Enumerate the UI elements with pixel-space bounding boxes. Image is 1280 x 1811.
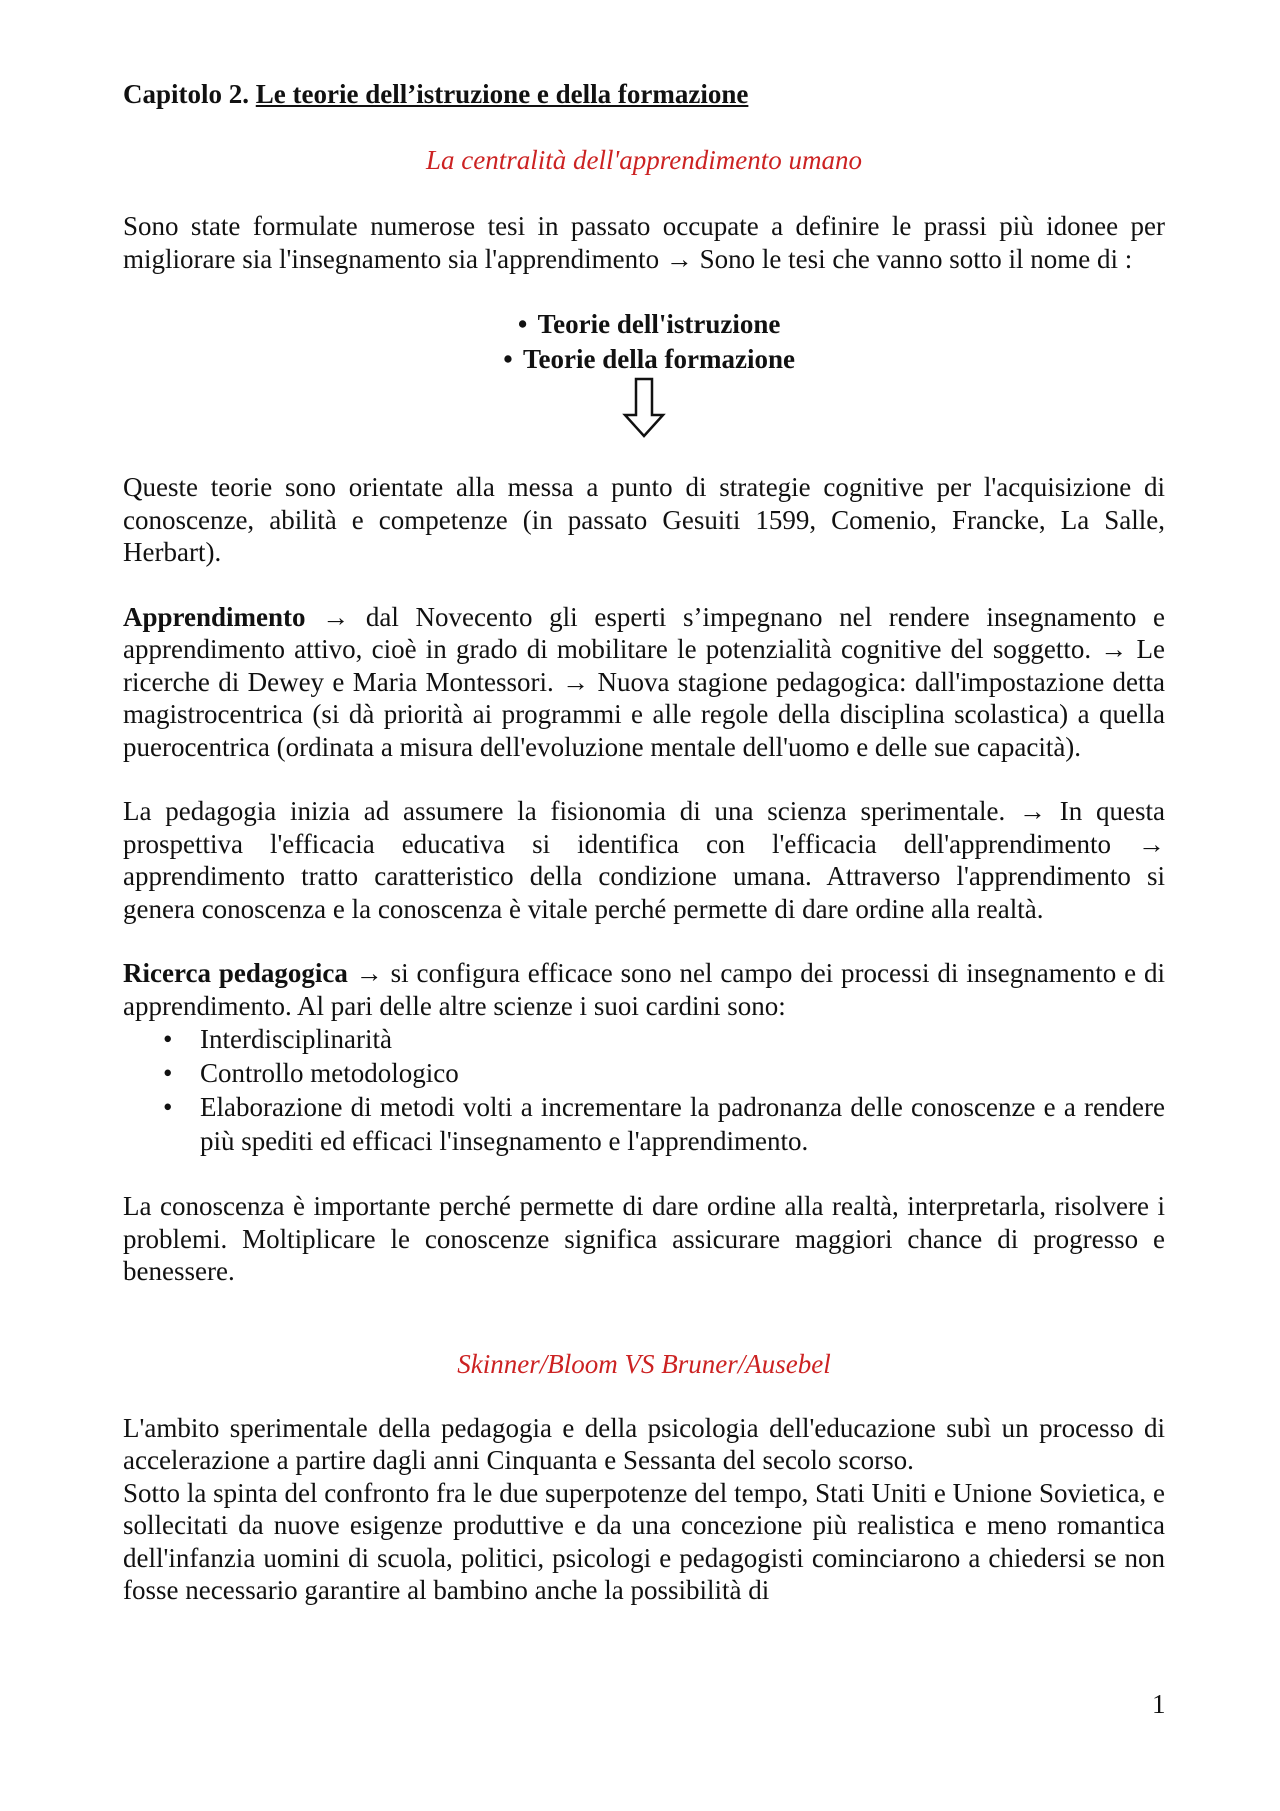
ambito-paragraph: L'ambito sperimentale della pedagogia e della psicologia dell'educazione subì un processo di accelerazione a partire dagli anni Cinquanta e Sessanta del secolo scorso. — [123, 1412, 1165, 1475]
apprendimento-text: → dal Novecento gli esperti s’impegnano nel rendere insegnamento e apprendimento attivo, cioè in grado di mobilitare le potenzialità cognitive del soggetto. → Le ricerche di Dewey e Maria Montessori. → Nuova stagione pedagogica: dall'impostazione detta magistrocentrica (si dà priorità ai programmi e alle regole della disciplina scolastica) a quella puerocentrica (ordinata a misura dell'evoluzione mentale dell'uomo e delle sue capacità). — [123, 601, 1165, 762]
bullet-icon: • — [163, 1058, 173, 1088]
list-item-text: Controllo metodologico — [200, 1058, 459, 1088]
conoscenza-paragraph: La conoscenza è importante perché permette di dare ordine alla realtà, interpretarla, risolvere i problemi. Moltiplicare le conoscenze significa assicurare maggiori chance di progresso e benessere. — [123, 1191, 1165, 1286]
ricerca-text: → si configura efficace sono nel campo dei processi di insegnamento e di apprendimento. Al pari delle altre scienze i suoi cardini sono: — [123, 958, 1165, 1021]
queste-teorie-paragraph: Queste teorie sono orientate alla messa a punto di strategie cognitive per l'acquisizione di conoscenze, abilità e competenze (in passato Gesuiti 1599, Comenio, Francke, La Salle, Herbart). — [123, 472, 1165, 567]
chapter-title-text: Le teorie dell’istruzione e della formazione — [255, 79, 749, 109]
chapter-prefix: Capitolo 2. — [123, 79, 256, 109]
ricerca-paragraph — [123, 957, 1165, 1022]
section-heading-skinner: Skinner/Bloom VS Bruner/Ausebel — [457, 1348, 831, 1379]
list-item-text: Interdisciplinarità — [200, 1024, 392, 1054]
theories-list — [123, 307, 1165, 377]
theory-label: Teorie della formazione — [523, 344, 795, 374]
bullet-icon: • — [503, 344, 513, 374]
cardini-list — [123, 1022, 1165, 1158]
bullet-icon: • — [517, 309, 528, 339]
list-item — [123, 1056, 1165, 1090]
apprendimento-term: Apprendimento — [123, 601, 306, 632]
document-page — [123, 78, 1165, 1607]
list-item — [123, 1022, 1165, 1056]
arrow-container — [123, 377, 1165, 447]
list-item — [123, 1090, 1165, 1158]
spinta-paragraph: Sotto la spinta del confronto fra le due superpotenze del tempo, Stati Uniti e Unione Sovietica, e sollecitati da nuove esigenze produttive e da una concezione più realistica e meno romantica dell'infanzia uomini di scuola, politici, psicologi e pedagogisti cominciarono a chiedersi se non fosse necessario garantire al bambino anche la possibilità di — [123, 1477, 1165, 1605]
ricerca-term: Ricerca pedagogica — [123, 958, 348, 988]
list-item-text: Elaborazione di metodi volti a incrementare la padronanza delle conoscenze e a rendere più spediti ed efficaci l'insegnamento e l'apprendimento. — [200, 1092, 1165, 1156]
theory-item — [123, 307, 1165, 342]
page-number: 1 — [1152, 1689, 1166, 1719]
theory-item — [123, 342, 1165, 377]
section-heading-centralita: La centralità dell'apprendimento umano — [426, 145, 862, 175]
bullet-icon: • — [163, 1092, 173, 1122]
intro-paragraph: Sono state formulate numerose tesi in passato occupate a definire le prassi più idonee per migliorare sia l'insegnamento sia l'apprendimento → Sono le tesi che vanno sotto il nome di : — [123, 211, 1165, 274]
bullet-icon: • — [163, 1024, 173, 1054]
pedagogia-paragraph: La pedagogia inizia ad assumere la fisionomia di una scienza sperimentale. → In questa prospettiva l'efficacia educativa si identifica con l'efficacia dell'apprendimento → apprendimento tratto caratteristico della condizione umana. Attraverso l'apprendimento si genera conoscenza e la conoscenza è vitale perché permette di dare ordine alla realtà. — [123, 796, 1165, 924]
chapter-title — [123, 78, 1165, 110]
apprendimento-paragraph — [123, 601, 1165, 764]
hollow-down-arrow-icon — [622, 377, 666, 439]
theory-label: Teorie dell'istruzione — [537, 309, 781, 339]
